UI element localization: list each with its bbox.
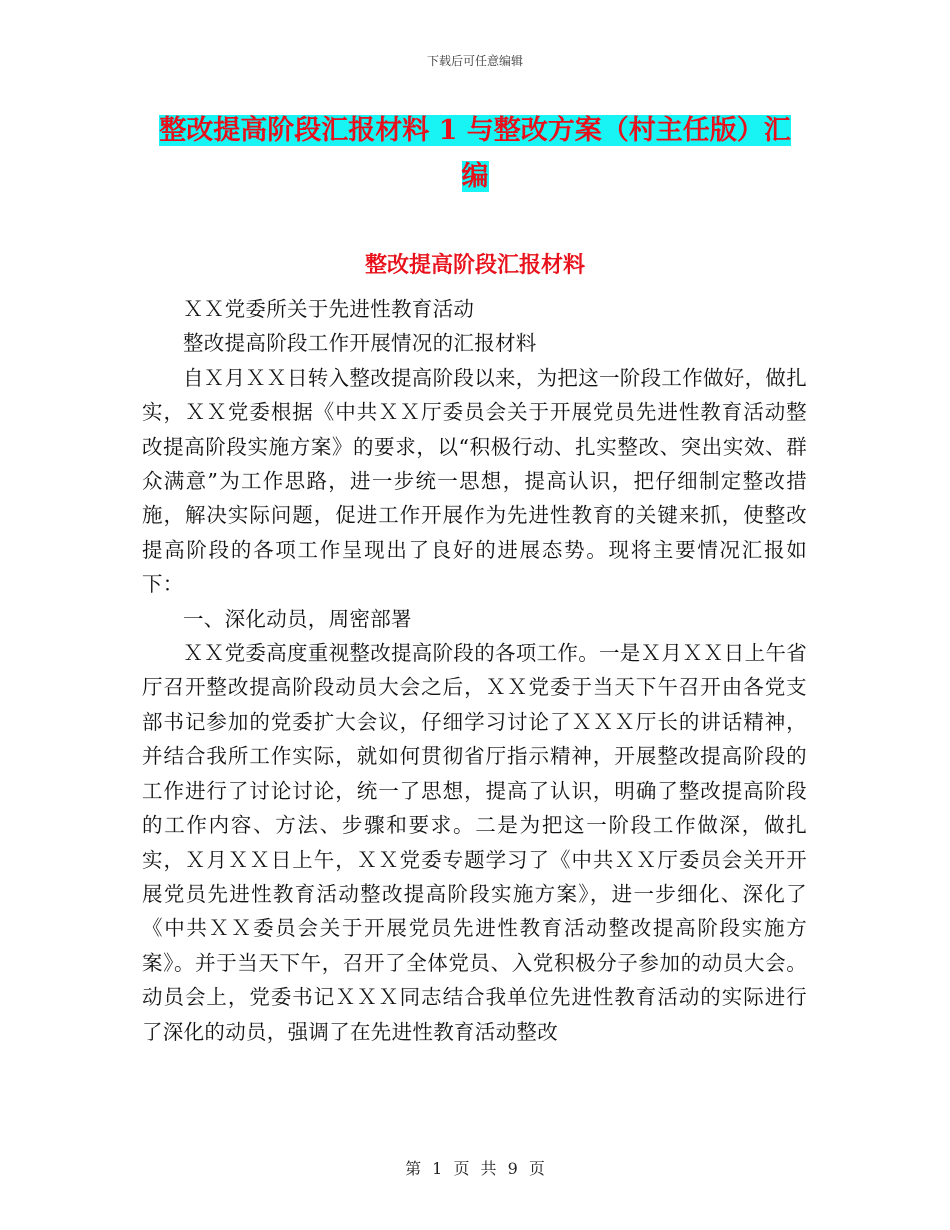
paragraph: 自Ｘ月ＸＸ日转入整改提高阶段以来，为把这一阶段工作做好，做扎实，ＸＸ党委根据《中共ＸＸ厅委员会关于开展党员先进性教育活动整改提高阶段实施方案》的要求，以“积极行动、扎实整改、突出实效、群众满意”为工作思路，进一步统一思想，提高认识，把仔细制定整改措施，解决实际问题，促进工作开展作为先进性教育的关键来抓，使整改提高阶段的各项工作呈现出了良好的进展态势。现将主要情况汇报如下： bbox=[142, 365, 807, 597]
paragraph: ＸＸ党委高度重视整改提高阶段的各项工作。一是Ｘ月ＸＸ日上午省厅召开整改提高阶段动员大会之后，ＸＸ党委于当天下午召开由各党支部书记参加的党委扩大会议，仔细学习讨论了ＸＸＸ厅长的讲话精神，并结合我所工作实际，就如何贯彻省厅指示精神，开展整改提高阶段的工作进行了讨论讨论，统一了思想，提高了认识，明确了整改提高阶段的工作内容、方法、步骤和要求。二是为把这一阶段工作做深，做扎实，Ｘ月ＸＸ日上午，ＸＸ党委专题学习了《中共ＸＸ厅委员会关开开展党员先进性教育活动整改提高阶段实施方案》，进一步细化、深化了《中共ＸＸ委员会关于开展党员先进性教育活动整改提高阶段实施方案》。并于当天下午，召开了全体党员、入党积极分子参加的动员大会。动员会上，党委书记ＸＸＸ同志结合我单位先进性教育活动的实际进行了深化的动员，强调了在先进性教育活动整改 bbox=[142, 641, 807, 1044]
document-title-line2: 编 bbox=[461, 161, 489, 192]
paragraph: 一、深化动员，周密部署 bbox=[183, 606, 412, 631]
body-text bbox=[142, 292, 807, 1049]
page-footer: 第 1 页 共 9 页 bbox=[405, 1159, 545, 1178]
header-note: 下载后可任意编辑 bbox=[426, 54, 523, 68]
paragraph: ＸＸ党委所关于先进性教育活动 bbox=[183, 297, 475, 321]
document-title-line1: 整改提高阶段汇报材料 1 与整改方案（村主任版）汇 bbox=[159, 115, 791, 146]
paragraph: 整改提高阶段工作开展情况的汇报材料 bbox=[183, 331, 537, 356]
section-title: 整改提高阶段汇报材料 bbox=[364, 252, 585, 278]
document-title bbox=[0, 108, 950, 200]
